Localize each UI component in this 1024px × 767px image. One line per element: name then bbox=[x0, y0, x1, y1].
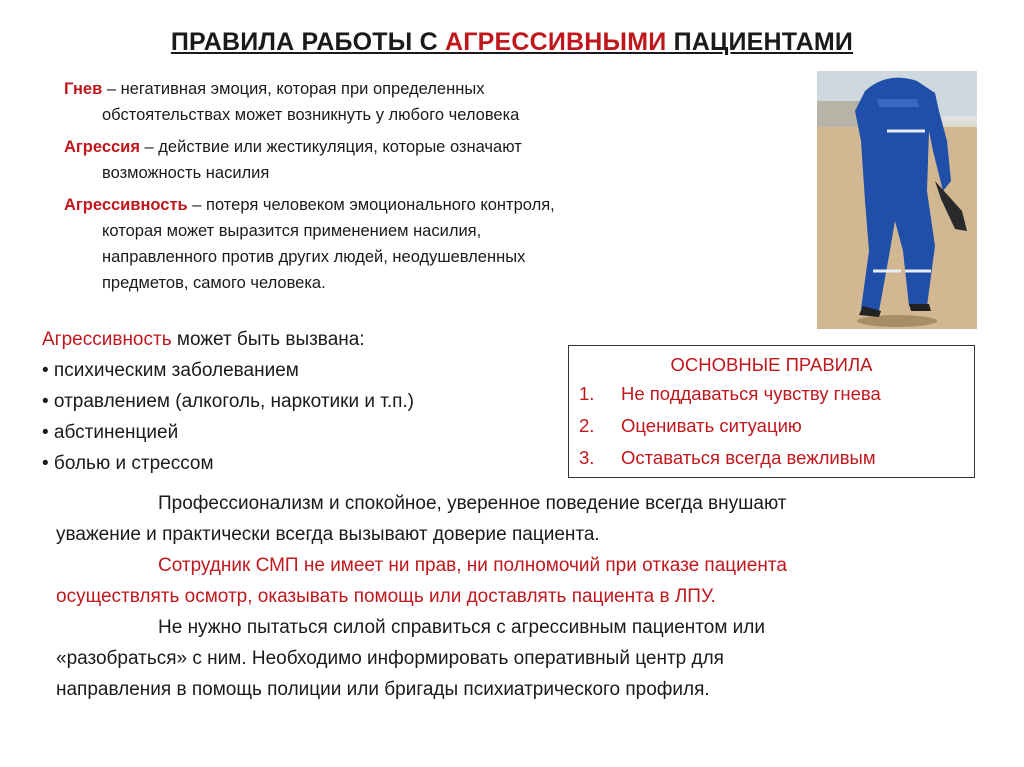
rules-title: ОСНОВНЫЕ ПРАВИЛА bbox=[670, 354, 873, 375]
definition-anger bbox=[64, 76, 714, 128]
rule-number: 1. bbox=[579, 383, 595, 404]
causes-list bbox=[42, 324, 414, 479]
definition-text: которая может выразится применением насилия, bbox=[102, 222, 482, 240]
paragraph-line: уважение и практически всегда вызывают доверие пациента. bbox=[56, 524, 600, 545]
paragraph-line: Профессионализм и спокойное, уверенное поведение всегда внушают bbox=[158, 493, 787, 514]
paragraph-line: направления в помощь полиции или бригады психиатрического профиля. bbox=[56, 679, 710, 700]
rule-text: Не поддаваться чувству гнева bbox=[621, 383, 881, 404]
rule-item bbox=[569, 442, 974, 474]
definitions-list bbox=[64, 76, 714, 302]
main-rules-box bbox=[568, 345, 975, 478]
definition-aggression bbox=[64, 134, 714, 186]
definition-text: – действие или жестикуляция, которые означают bbox=[139, 138, 522, 156]
body-paragraphs bbox=[56, 488, 976, 705]
paragraph-line-warning: Сотрудник СМП не имеет ни прав, ни полномочий при отказе пациента bbox=[158, 555, 787, 576]
paragraph-line: «разобраться» с ним. Необходимо информировать оперативный центр для bbox=[56, 648, 724, 669]
title-part-3: ПАЦИЕНТАМИ bbox=[666, 28, 854, 56]
rule-number: 2. bbox=[579, 415, 595, 436]
definition-term: Агрессивность bbox=[64, 196, 188, 214]
rule-text: Оценивать ситуацию bbox=[621, 415, 802, 436]
rules-list bbox=[569, 378, 974, 474]
definition-text: предметов, самого человека. bbox=[102, 274, 326, 292]
definition-aggressiveness bbox=[64, 192, 714, 296]
paragraph-line-warning: осуществлять осмотр, оказывать помощь или доставлять пациента в ЛПУ. bbox=[56, 586, 716, 607]
list-item: • отравлением (алкоголь, наркотики и т.п.) bbox=[42, 391, 415, 412]
definition-text: – потеря человеком эмоционального контроля, bbox=[187, 196, 555, 214]
title-part-1: ПРАВИЛА РАБОТЫ С bbox=[170, 28, 445, 56]
rule-item bbox=[569, 410, 974, 442]
page-title bbox=[0, 28, 1024, 57]
definition-term: Агрессия bbox=[64, 138, 140, 156]
list-item: • абстиненцией bbox=[42, 422, 179, 443]
causes-heading-term: Агрессивность bbox=[42, 329, 172, 350]
rule-text: Оставаться всегда вежливым bbox=[621, 447, 876, 468]
list-item: • болью и стрессом bbox=[42, 453, 214, 474]
causes-heading-text: может быть вызвана: bbox=[171, 329, 365, 350]
list-item: • психическим заболеванием bbox=[42, 360, 299, 381]
definition-text: направленного против других людей, неодушевленных bbox=[102, 248, 526, 266]
definition-term: Гнев bbox=[64, 80, 103, 98]
definition-text: – негативная эмоция, которая при определенных bbox=[102, 80, 485, 98]
definition-text: обстоятельствах может возникнуть у любого человека bbox=[102, 106, 520, 124]
rule-number: 3. bbox=[579, 447, 595, 468]
definition-text: возможность насилия bbox=[102, 164, 270, 182]
paramedic-illustration bbox=[817, 71, 977, 329]
paramedic-photo bbox=[817, 71, 977, 329]
title-highlight: АГРЕССИВНЫМИ bbox=[444, 28, 667, 56]
rule-item bbox=[569, 378, 974, 410]
causes-heading bbox=[42, 324, 414, 355]
paragraph-line: Не нужно пытаться силой справиться с агрессивным пациентом или bbox=[158, 617, 765, 638]
